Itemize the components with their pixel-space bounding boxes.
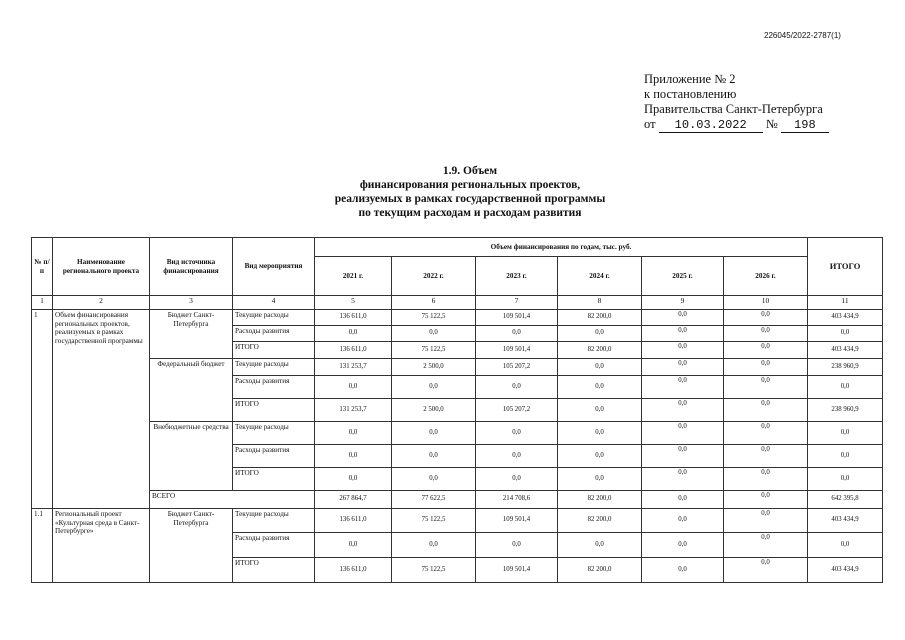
- value-cell: 75 122,5: [392, 558, 476, 583]
- value-cell: 109 501,4: [476, 342, 558, 359]
- value-cell: 75 122,5: [392, 342, 476, 359]
- event-type: ИТОГО: [233, 342, 315, 359]
- value-cell: 2 500,0: [392, 359, 476, 376]
- value-cell: 0,0: [724, 509, 808, 533]
- year-2026: 2026 г.: [724, 257, 808, 296]
- event-type: Расходы развития: [233, 445, 315, 468]
- value-cell: 105 207,2: [476, 359, 558, 376]
- value-cell: 0,0: [642, 558, 724, 583]
- value-cell: 267 864,7: [315, 491, 392, 509]
- value-cell: 109 501,4: [476, 558, 558, 583]
- title-line-4: по текущим расходам и расходам развития: [358, 207, 582, 219]
- colnum: 6: [392, 296, 476, 310]
- colnum: 7: [476, 296, 558, 310]
- table-row-total: [32, 491, 883, 509]
- row-total: 403 434,9: [808, 509, 883, 533]
- row-total: 403 434,9: [808, 310, 883, 326]
- value-cell: 0,0: [315, 326, 392, 342]
- value-cell: 0,0: [724, 310, 808, 326]
- value-cell: 0,0: [724, 533, 808, 558]
- row-total: 0,0: [808, 422, 883, 445]
- value-cell: 0,0: [476, 468, 558, 491]
- value-cell: 0,0: [476, 533, 558, 558]
- value-cell: 77 622,5: [392, 491, 476, 509]
- value-cell: 75 122,5: [392, 509, 476, 533]
- header-row-1: [32, 238, 883, 257]
- value-cell: 136 611,0: [315, 509, 392, 533]
- value-cell: 0,0: [642, 399, 724, 422]
- value-cell: 0,0: [724, 359, 808, 376]
- event-type: Текущие расходы: [233, 310, 315, 326]
- value-cell: 0,0: [642, 491, 724, 509]
- number-label: №: [765, 117, 778, 131]
- event-type: Расходы развития: [233, 326, 315, 342]
- value-cell: 0,0: [724, 399, 808, 422]
- source-federal: Федеральный бюджет: [150, 359, 233, 422]
- value-cell: 0,0: [642, 359, 724, 376]
- row-total: 0,0: [808, 468, 883, 491]
- row-total: 0,0: [808, 533, 883, 558]
- colnum: 10: [724, 296, 808, 310]
- appendix-line-2: к постановлению: [644, 87, 737, 101]
- source-budget: Бюджет Санкт-Петербурга: [150, 509, 233, 583]
- value-cell: 0,0: [724, 558, 808, 583]
- value-cell: 0,0: [315, 533, 392, 558]
- event-type: Текущие расходы: [233, 509, 315, 533]
- value-cell: 75 122,5: [392, 310, 476, 326]
- event-type: Расходы развития: [233, 533, 315, 558]
- colnum: 4: [233, 296, 315, 310]
- source-budget: Бюджет Санкт-Петербурга: [150, 310, 233, 359]
- value-cell: 0,0: [558, 445, 642, 468]
- value-cell: 0,0: [642, 310, 724, 326]
- value-cell: 0,0: [724, 342, 808, 359]
- project-name: Региональный проект «Культурная среда в Санкт-Петербурге»: [53, 509, 150, 583]
- value-cell: 0,0: [642, 342, 724, 359]
- value-cell: 0,0: [315, 445, 392, 468]
- year-2021: 2021 г.: [315, 257, 392, 296]
- colnum: 2: [53, 296, 150, 310]
- value-cell: 82 200,0: [558, 342, 642, 359]
- header-no: № п/п: [32, 238, 53, 296]
- event-type: Текущие расходы: [233, 359, 315, 376]
- document-id: 226045/2022-2787(1): [764, 31, 841, 40]
- value-cell: 0,0: [642, 422, 724, 445]
- colnum: 5: [315, 296, 392, 310]
- value-cell: 0,0: [558, 399, 642, 422]
- financing-table: [31, 237, 883, 583]
- appendix-date-line: [644, 117, 829, 133]
- value-cell: 0,0: [724, 445, 808, 468]
- value-cell: 0,0: [642, 376, 724, 399]
- appendix-line-1: Приложение № 2: [644, 72, 736, 86]
- table-row: [32, 422, 883, 445]
- header-project-name: Наименование регионального проекта: [53, 238, 150, 296]
- value-cell: 0,0: [642, 445, 724, 468]
- row-total: 403 434,9: [808, 558, 883, 583]
- event-type: ИТОГО: [233, 399, 315, 422]
- row-total: 238 960,9: [808, 359, 883, 376]
- value-cell: 214 708,6: [476, 491, 558, 509]
- event-type: Текущие расходы: [233, 422, 315, 445]
- value-cell: 0,0: [392, 468, 476, 491]
- value-cell: 136 611,0: [315, 558, 392, 583]
- value-cell: 0,0: [392, 422, 476, 445]
- value-cell: 131 253,7: [315, 359, 392, 376]
- event-type: ИТОГО: [233, 468, 315, 491]
- value-cell: 0,0: [392, 326, 476, 342]
- value-cell: 0,0: [724, 326, 808, 342]
- title-line-3: реализуемых в рамках государственной программы: [334, 193, 606, 205]
- resolution-date: 10.03.2022: [659, 119, 763, 133]
- value-cell: 0,0: [724, 422, 808, 445]
- year-2022: 2022 г.: [392, 257, 476, 296]
- row-total: 0,0: [808, 445, 883, 468]
- value-cell: 0,0: [642, 509, 724, 533]
- value-cell: 136 611,0: [315, 310, 392, 326]
- value-cell: 0,0: [315, 468, 392, 491]
- value-cell: 131 253,7: [315, 399, 392, 422]
- table-title: [240, 164, 700, 220]
- resolution-number: 198: [781, 119, 829, 133]
- value-cell: 0,0: [476, 376, 558, 399]
- value-cell: 82 200,0: [558, 509, 642, 533]
- value-cell: 0,0: [724, 468, 808, 491]
- colnum: 3: [150, 296, 233, 310]
- header-total: ИТОГО: [808, 238, 883, 296]
- year-2023: 2023 г.: [476, 257, 558, 296]
- value-cell: 0,0: [642, 326, 724, 342]
- from-label: от: [644, 117, 656, 131]
- value-cell: 136 611,0: [315, 342, 392, 359]
- value-cell: 0,0: [476, 445, 558, 468]
- title-line-2: финансирования региональных проектов,: [359, 179, 581, 191]
- value-cell: 0,0: [476, 326, 558, 342]
- value-cell: 0,0: [558, 468, 642, 491]
- value-cell: 105 207,2: [476, 399, 558, 422]
- value-cell: 0,0: [558, 422, 642, 445]
- year-2024: 2024 г.: [558, 257, 642, 296]
- row-total: 403 434,9: [808, 342, 883, 359]
- row-total: 642 395,8: [808, 491, 883, 509]
- header-event-type: Вид мероприятия: [233, 238, 315, 296]
- appendix-line-3: Правительства Санкт-Петербурга: [644, 102, 823, 116]
- colnum: 8: [558, 296, 642, 310]
- colnum: 1: [32, 296, 53, 310]
- value-cell: 0,0: [558, 326, 642, 342]
- colnum: 11: [808, 296, 883, 310]
- colnum: 9: [642, 296, 724, 310]
- value-cell: 0,0: [315, 376, 392, 399]
- event-type: ИТОГО: [233, 558, 315, 583]
- value-cell: 109 501,4: [476, 310, 558, 326]
- value-cell: 0,0: [642, 468, 724, 491]
- value-cell: 0,0: [392, 445, 476, 468]
- table-row: [32, 310, 883, 326]
- year-2025: 2025 г.: [642, 257, 724, 296]
- value-cell: 0,0: [558, 376, 642, 399]
- value-cell: 0,0: [724, 376, 808, 399]
- project-name: Объем финансирования региональных проектов, реализуемых в рамках государственной программы: [53, 310, 150, 509]
- appendix-block: [644, 72, 829, 133]
- header-volume: Объем финансирования по годам, тыс. руб.: [315, 238, 808, 257]
- title-line-1: 1.9. Объем: [442, 165, 498, 177]
- value-cell: 0,0: [315, 422, 392, 445]
- table-row: [32, 359, 883, 376]
- event-type: Расходы развития: [233, 376, 315, 399]
- value-cell: 0,0: [476, 422, 558, 445]
- value-cell: 0,0: [558, 359, 642, 376]
- column-numbers-row: [32, 296, 883, 310]
- value-cell: 0,0: [642, 533, 724, 558]
- row-number: 1.1: [32, 509, 53, 583]
- source-extrabudgetary: Внебюджетные средства: [150, 422, 233, 491]
- row-number: 1: [32, 310, 53, 509]
- header-source: Вид источника финансирования: [150, 238, 233, 296]
- value-cell: 0,0: [392, 376, 476, 399]
- value-cell: 0,0: [724, 491, 808, 509]
- table-row: [32, 509, 883, 533]
- value-cell: 0,0: [558, 533, 642, 558]
- value-cell: 82 200,0: [558, 491, 642, 509]
- row-total: 0,0: [808, 376, 883, 399]
- value-cell: 82 200,0: [558, 310, 642, 326]
- row-total: 238 960,9: [808, 399, 883, 422]
- value-cell: 109 501,4: [476, 509, 558, 533]
- row-total: 0,0: [808, 326, 883, 342]
- value-cell: 0,0: [392, 533, 476, 558]
- grand-total-label: ВСЕГО: [150, 491, 315, 509]
- value-cell: 82 200,0: [558, 558, 642, 583]
- value-cell: 2 500,0: [392, 399, 476, 422]
